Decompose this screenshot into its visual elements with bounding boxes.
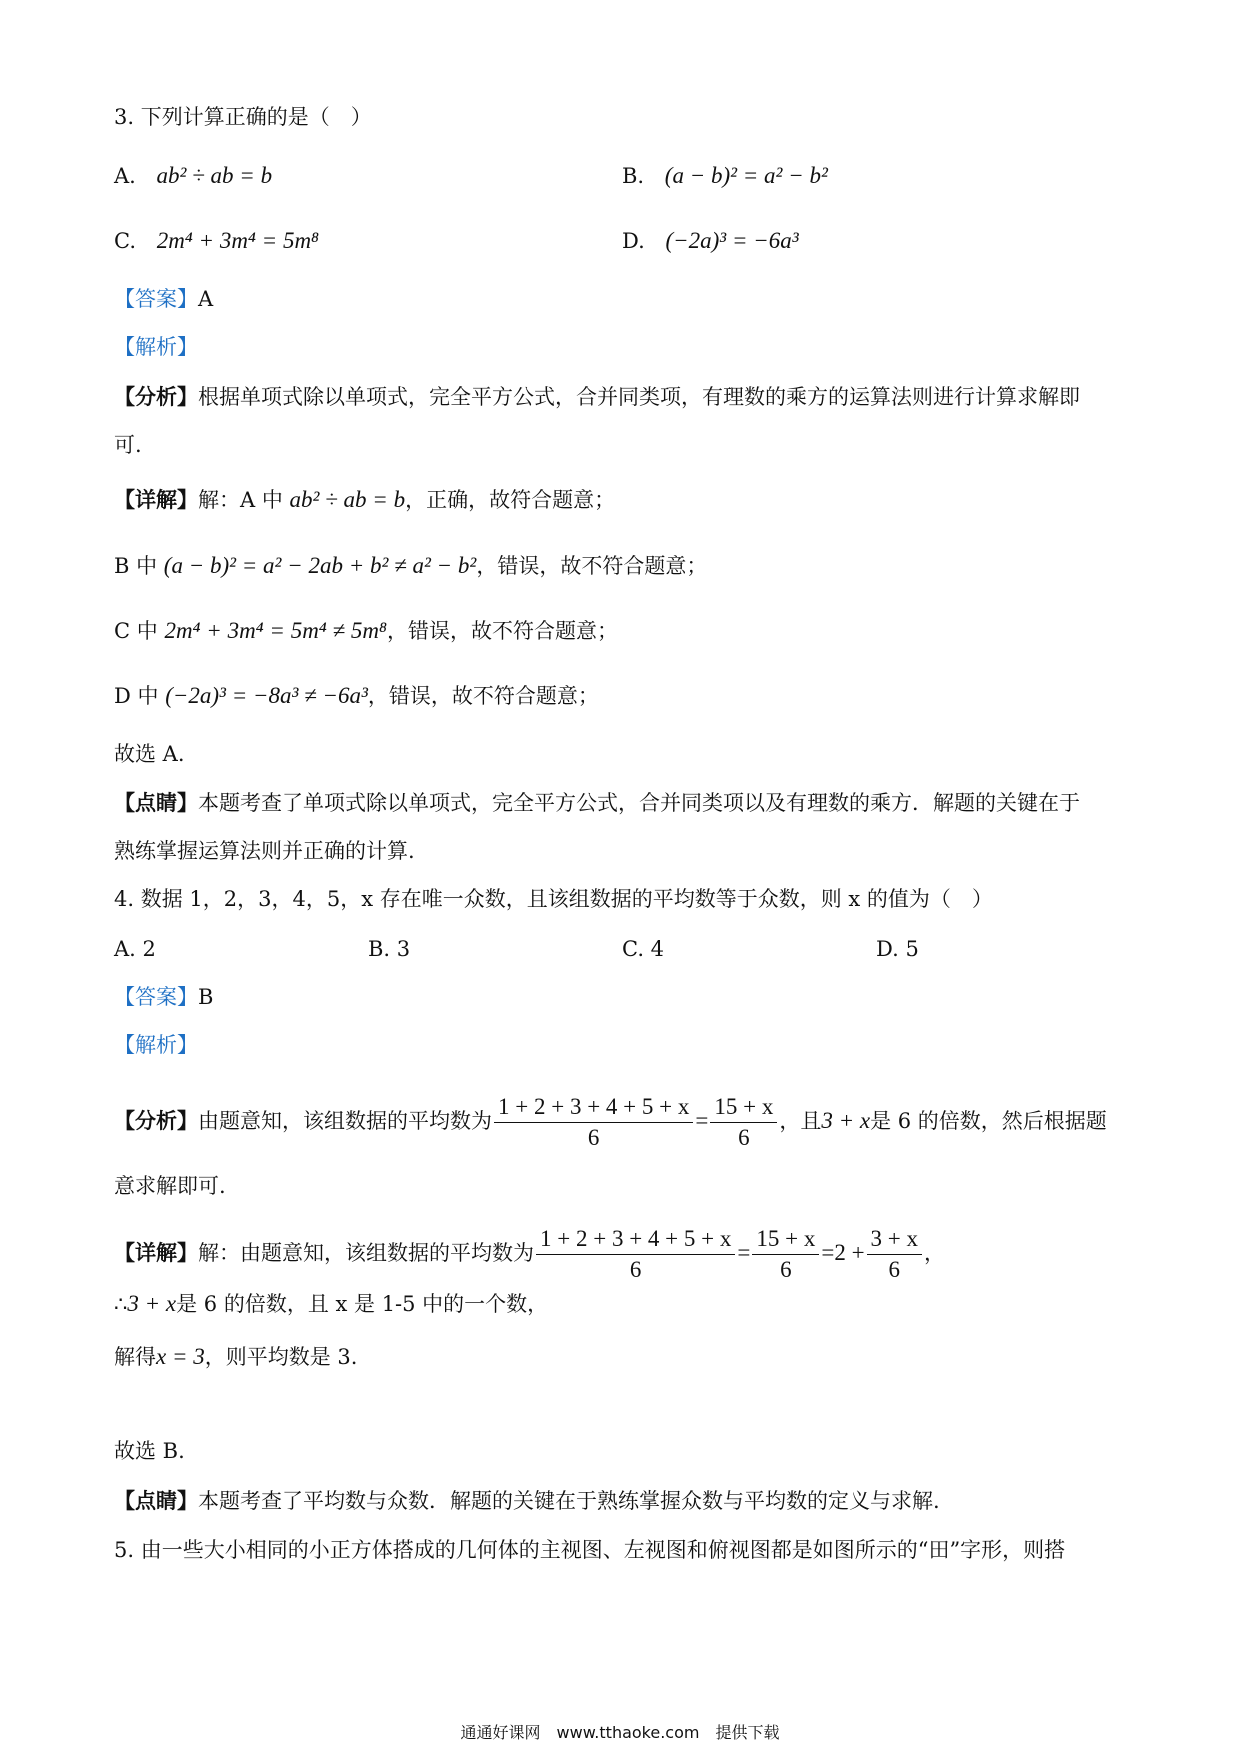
detail-expr: ab² ÷ ab = b <box>289 487 406 512</box>
q4-option-b: B. 3 <box>368 937 411 961</box>
fraction-numerator: 1 + 2 + 3 + 4 + 5 + x <box>494 1092 693 1123</box>
fraction-denominator: 6 <box>780 1257 792 1282</box>
q3-analysis-cont: 可. <box>114 433 142 457</box>
detail-suffix: ，正确，故符合题意； <box>405 488 616 512</box>
therefore-text: 是 6 的倍数，且 x 是 1-5 中的一个数， <box>176 1292 549 1316</box>
fraction-denominator: 6 <box>888 1257 901 1282</box>
detail-expr: (a − b)² = a² − 2ab + b² ≠ a² − b² <box>163 553 477 578</box>
comment-text: 本题考查了单项式除以单项式，完全平方公式，合并同类项以及有理数的乘方．解题的关键在于 <box>198 791 1080 815</box>
fraction <box>752 1224 819 1285</box>
option-expr: ab² ÷ ab = b <box>156 163 273 188</box>
answer-value: B <box>198 985 214 1009</box>
detail-tag: 【详解】 <box>114 487 198 512</box>
solve-expr: x = 3 <box>156 1344 205 1369</box>
detail-tag: 【详解】 <box>114 1240 198 1265</box>
answer-value: A <box>198 287 214 311</box>
q3-option-c <box>114 226 319 256</box>
detail-two: 2 + <box>834 1240 865 1265</box>
option-expr: 2m⁴ + 3m⁴ = 5m⁸ <box>156 228 320 253</box>
q4-solve <box>114 1342 357 1372</box>
q3-option-d <box>622 226 799 256</box>
fraction-numerator: 1 + 2 + 3 + 4 + 5 + x <box>536 1224 735 1255</box>
option-expr: (−2a)³ = −6a³ <box>665 228 799 253</box>
fraction-numerator: 15 + x <box>752 1224 819 1255</box>
analysis-text: 根据单项式除以单项式，完全平方公式，合并同类项，有理数的乘方的运算法则进行计算求解即 <box>198 385 1080 409</box>
q4-analysis <box>114 1092 1107 1153</box>
q3-choose: 故选 A. <box>114 742 185 766</box>
analysis-suffix: 是 6 的倍数，然后根据题 <box>870 1109 1107 1133</box>
q3-detail-d <box>114 681 599 711</box>
analysis-tag: 【分析】 <box>114 384 198 409</box>
solve-prefix: 解得 <box>114 1345 156 1369</box>
q4-stem: 4. 数据 1，2，3，4，5，x 存在唯一众数，且该组数据的平均数等于众数，则 x 的值为（ ） <box>114 887 993 911</box>
fraction-denominator: 6 <box>587 1125 600 1150</box>
therefore-symbol: ∴ <box>114 1292 128 1316</box>
detail-prefix: B 中 <box>114 554 158 578</box>
answer-tag: 【答案】 <box>114 287 198 311</box>
page-footer: 通通好课网 www.tthaoke.com 提供下载 <box>460 1723 780 1742</box>
q3-comment-cont: 熟练掌握运算法则并正确的计算. <box>114 839 415 863</box>
q4-therefore <box>114 1289 548 1319</box>
q4-option-d: D. 5 <box>876 937 919 961</box>
detail-prefix: 解：由题意知，该组数据的平均数为 <box>198 1241 534 1265</box>
analysis-prefix: 由题意知，该组数据的平均数为 <box>198 1109 492 1133</box>
detail-comma: ， <box>924 1241 946 1265</box>
option-label: B. <box>622 164 645 188</box>
analysis-mid: ，且 <box>779 1109 822 1133</box>
q5-stem: 5. 由一些大小相同的小正方体搭成的几何体的主视图、左视图和俯视图都是如图所示的“田”字形，则搭 <box>114 1538 1066 1562</box>
analysis-expr: 3 + x <box>821 1108 871 1133</box>
q3-detail-a <box>114 485 615 515</box>
option-expr: (a − b)² = a² − b² <box>664 163 828 188</box>
option-label: A. <box>114 164 136 188</box>
equals-sign: = <box>737 1240 751 1265</box>
detail-suffix: ，错误，故不符合题意； <box>476 554 708 578</box>
option-label: C. <box>114 229 136 253</box>
equals-sign: = <box>695 1108 709 1133</box>
q3-option-b <box>622 161 828 191</box>
option-label: D. <box>622 229 645 253</box>
detail-expr: 2m⁴ + 3m⁴ = 5m⁴ ≠ 5m⁸ <box>164 618 388 643</box>
comment-tag: 【点睛】 <box>114 790 198 815</box>
q3-jiexi-tag: 【解析】 <box>114 335 198 359</box>
equals-sign: = <box>821 1240 835 1265</box>
q4-option-a: A. 2 <box>114 937 156 961</box>
q4-detail <box>114 1224 945 1285</box>
q3-comment <box>114 788 1080 818</box>
answer-tag: 【答案】 <box>114 985 198 1009</box>
q3-analysis <box>114 382 1080 412</box>
fraction <box>867 1224 922 1285</box>
fraction <box>494 1092 693 1153</box>
q4-option-c: C. 4 <box>622 937 665 961</box>
fraction-numerator: 3 + x <box>867 1224 922 1255</box>
comment-text: 本题考查了平均数与众数．解题的关键在于熟练掌握众数与平均数的定义与求解. <box>198 1489 940 1513</box>
detail-prefix: 解：A 中 <box>198 488 283 512</box>
analysis-tag: 【分析】 <box>114 1108 198 1133</box>
fraction-numerator: 15 + x <box>710 1092 777 1123</box>
solve-suffix: ，则平均数是 3. <box>204 1345 358 1369</box>
fraction <box>536 1224 735 1285</box>
comment-tag: 【点睛】 <box>114 1488 198 1513</box>
detail-suffix: ，错误，故不符合题意； <box>387 619 619 643</box>
q4-jiexi-tag: 【解析】 <box>114 1033 198 1057</box>
detail-prefix: D 中 <box>114 684 159 708</box>
fraction-denominator: 6 <box>629 1257 642 1282</box>
detail-expr: (−2a)³ = −8a³ ≠ −6a³ <box>165 683 368 708</box>
fraction-denominator: 6 <box>738 1125 750 1150</box>
q3-detail-b <box>114 551 707 581</box>
q3-stem: 3. 下列计算正确的是（ ） <box>114 105 372 129</box>
q4-analysis-cont: 意求解即可. <box>114 1174 226 1198</box>
detail-prefix: C 中 <box>114 619 158 643</box>
q3-answer <box>114 284 213 314</box>
q3-detail-c <box>114 616 618 646</box>
detail-suffix: ，错误，故不符合题意； <box>367 684 599 708</box>
q4-comment <box>114 1486 940 1516</box>
fraction <box>710 1092 777 1153</box>
q4-answer <box>114 982 213 1012</box>
therefore-expr: 3 + x <box>127 1291 177 1316</box>
q4-choose: 故选 B. <box>114 1439 185 1463</box>
q3-option-a <box>114 161 272 191</box>
